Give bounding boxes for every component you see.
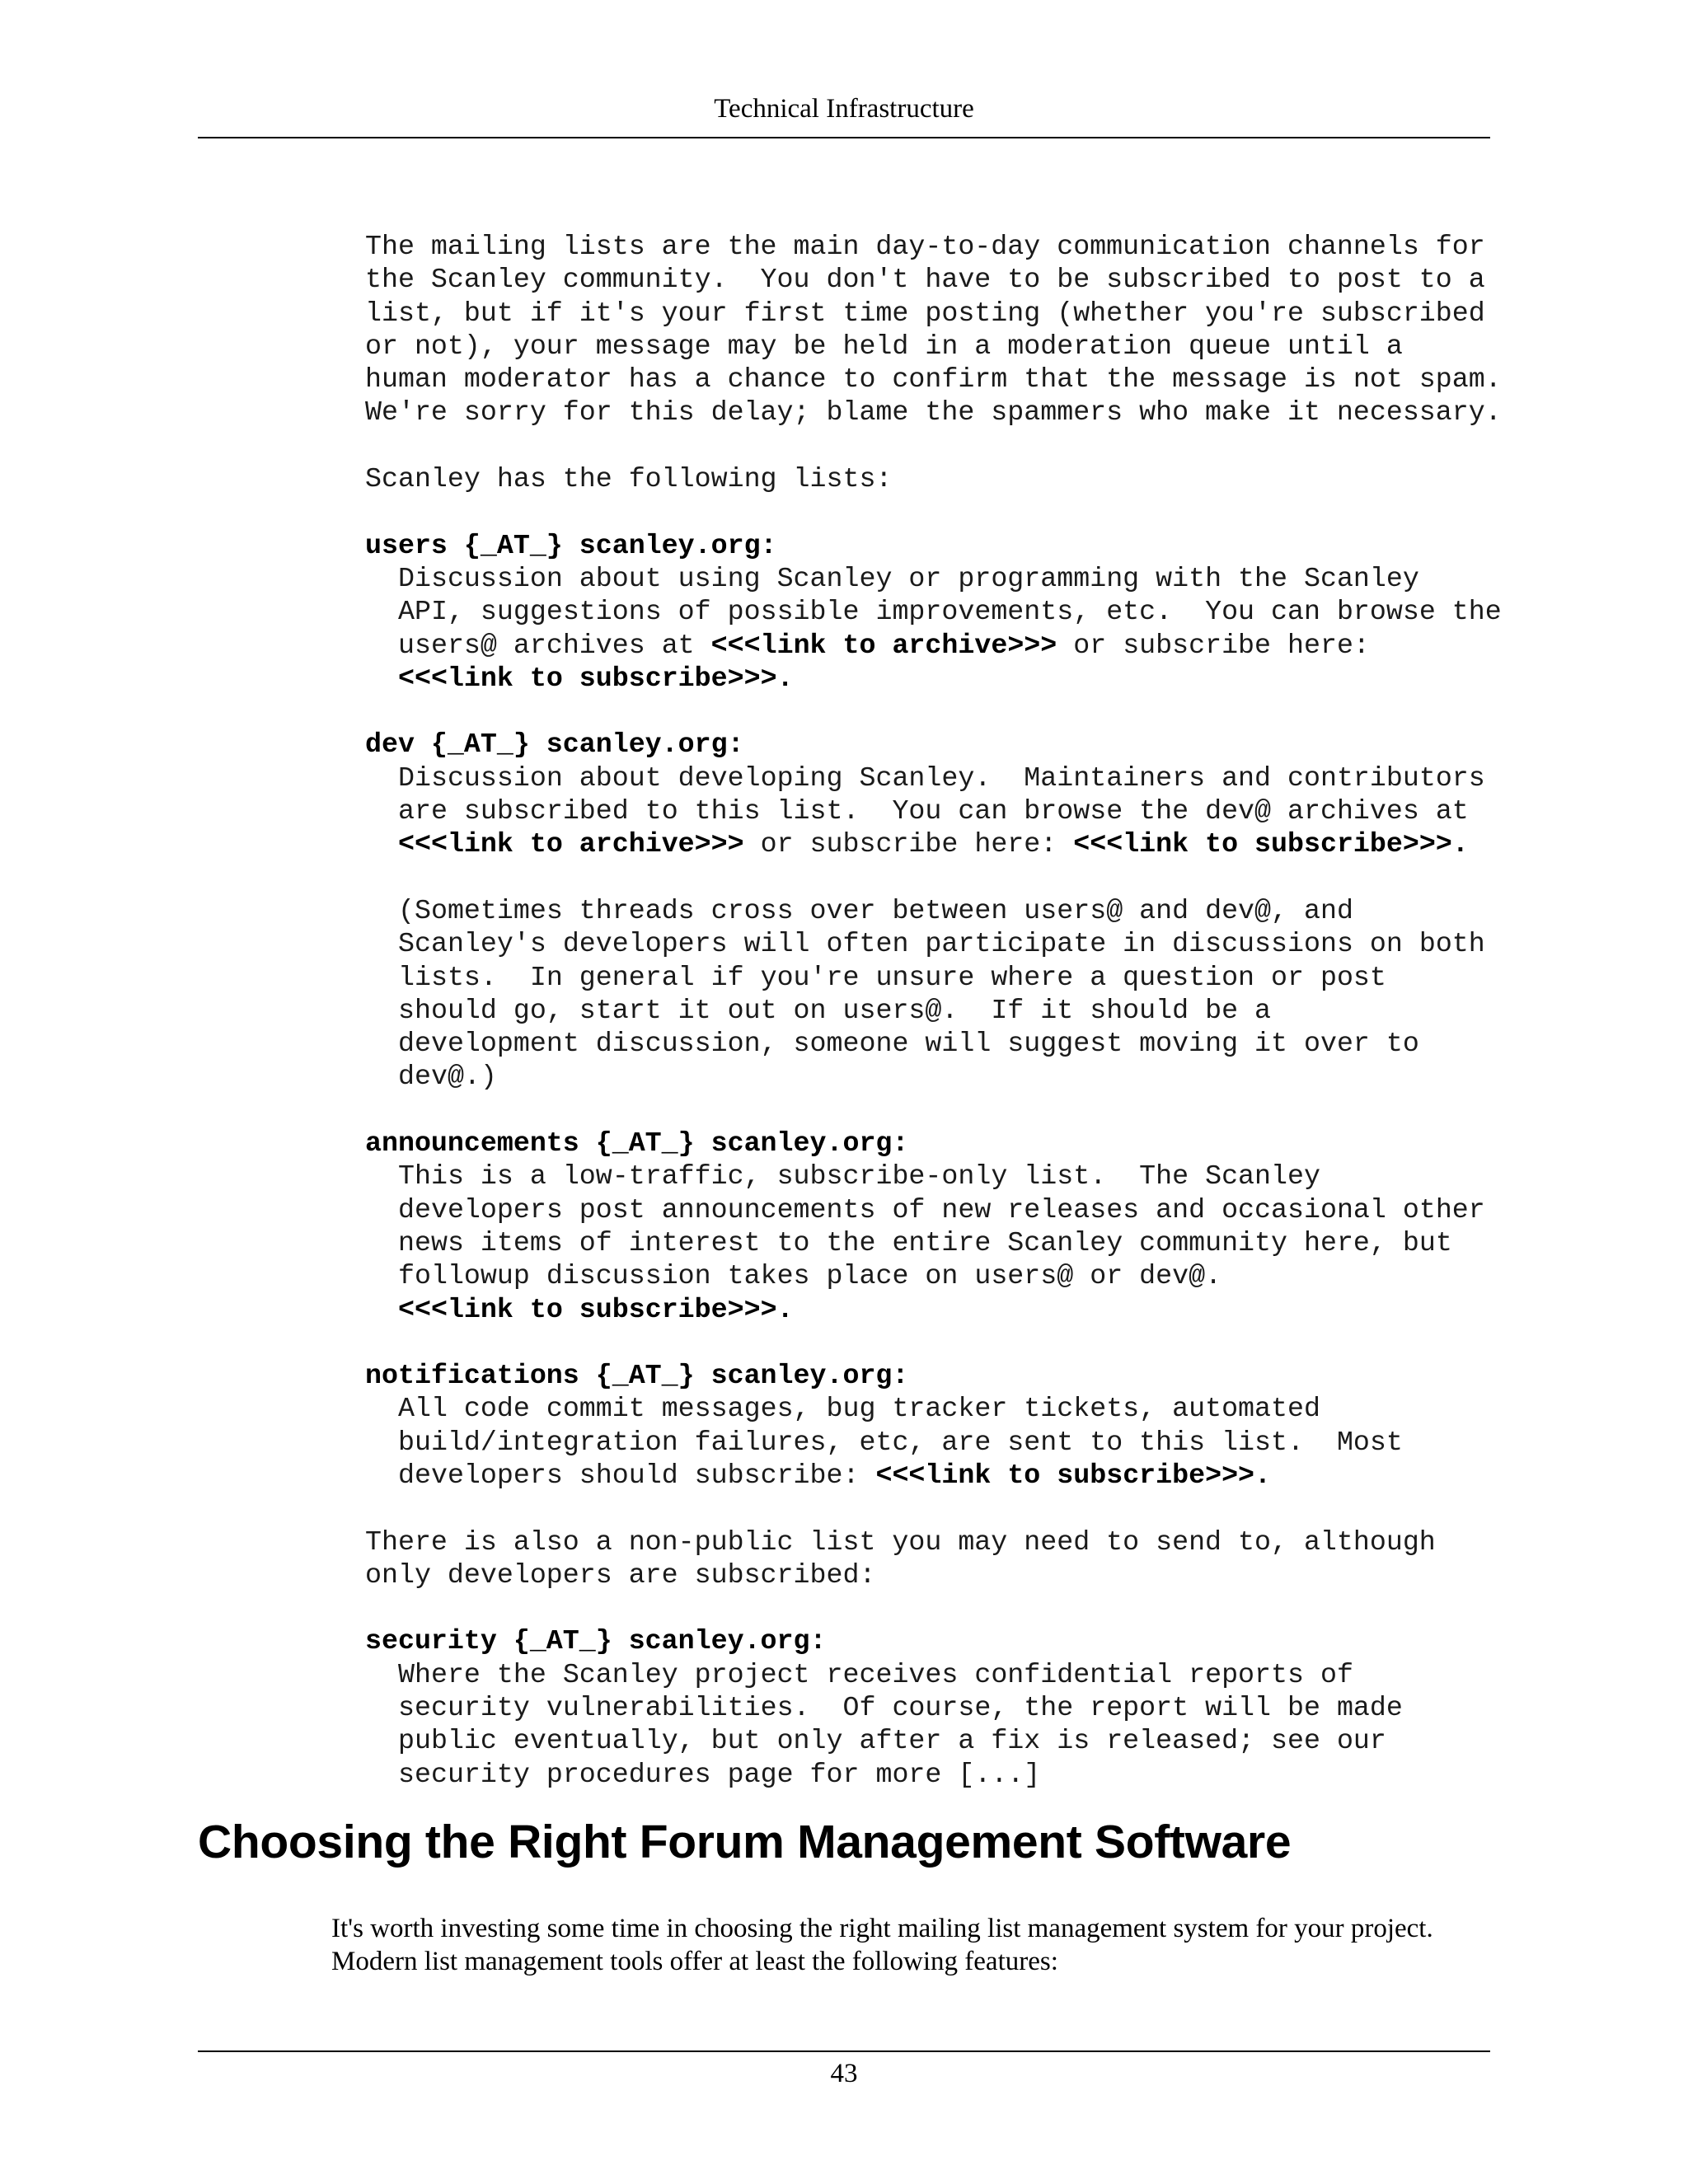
listing-line bbox=[365, 1691, 1601, 1724]
listing-line bbox=[365, 529, 1601, 562]
listing-text: only developers are subscribed: bbox=[365, 1558, 876, 1591]
listing-text: the Scanley community. You don't have to be subscribed to post to a bbox=[365, 264, 1485, 296]
listing-text: Scanley has the following lists: bbox=[365, 463, 893, 495]
listing-line bbox=[365, 1558, 1601, 1591]
listing-line bbox=[365, 1658, 1601, 1691]
listing-line bbox=[365, 230, 1601, 263]
listing-text: Where the Scanley project receives confidential reports of bbox=[398, 1658, 1353, 1690]
paragraph-line: It's worth investing some time in choosing the right mailing list management system for your project. bbox=[331, 1914, 1433, 1943]
listing-bold-text: <<<link to archive>>> bbox=[710, 629, 1057, 661]
listing-line bbox=[365, 1160, 1601, 1193]
listing-bold-text: dev {_AT_} scanley.org: bbox=[365, 729, 744, 761]
listing-text: developers should subscribe: bbox=[398, 1459, 876, 1491]
listing-bold-text: <<<link to subscribe>>>. bbox=[398, 662, 794, 694]
listing-line bbox=[365, 961, 1601, 994]
listing-text: build/integration failures, etc, are sent to this list. Most bbox=[398, 1426, 1403, 1458]
listing-text: Discussion about using Scanley or programming with the Scanley bbox=[398, 562, 1419, 594]
listing-line bbox=[365, 827, 1601, 860]
listing-text: or subscribe here: bbox=[743, 828, 1074, 860]
header-rule bbox=[198, 137, 1490, 138]
listing-text: list, but if it's your first time posting (whether you're subscribed bbox=[365, 297, 1485, 329]
listing-text: All code commit messages, bug tracker tickets, automated bbox=[398, 1393, 1320, 1425]
section-heading: Choosing the Right Forum Management Software bbox=[198, 1816, 1292, 1868]
listing-line bbox=[365, 1060, 1601, 1093]
listing-line bbox=[365, 1127, 1601, 1160]
listing-text: news items of interest to the entire Scanley community here, but bbox=[398, 1226, 1452, 1258]
listing-blank-line bbox=[365, 1094, 1601, 1127]
listing-text: dev@.) bbox=[398, 1061, 497, 1093]
listing-bold-text: <<<link to subscribe>>>. bbox=[1073, 828, 1469, 860]
listing-blank-line bbox=[365, 861, 1601, 894]
listing-bold-text: <<<link to archive>>> bbox=[398, 828, 744, 860]
listing-text: lists. In general if you're unsure where a question or post bbox=[398, 961, 1386, 993]
listing-line bbox=[365, 462, 1601, 495]
listing-text: or not), your message may be held in a moderation queue until a bbox=[365, 330, 1403, 362]
listing-text: This is a low-traffic, subscribe-only list. The Scanley bbox=[398, 1160, 1320, 1193]
listing-line bbox=[365, 1526, 1601, 1558]
listing-text: There is also a non-public list you may need to send to, although bbox=[365, 1526, 1436, 1558]
listing-bold-text: users {_AT_} scanley.org: bbox=[365, 529, 777, 561]
listing-line bbox=[365, 1459, 1601, 1492]
listing-line bbox=[365, 1392, 1601, 1425]
listing-bold-text: security {_AT_} scanley.org: bbox=[365, 1625, 827, 1657]
listing-line bbox=[365, 263, 1601, 296]
listing-line bbox=[365, 894, 1601, 927]
listing-line bbox=[365, 1193, 1601, 1226]
listing-bold-text: <<<link to subscribe>>>. bbox=[875, 1459, 1272, 1491]
listing-text: are subscribed to this list. You can browse the dev@ archives at bbox=[398, 795, 1469, 827]
listing-line bbox=[365, 1226, 1601, 1259]
listing-bold-text: <<<link to subscribe>>>. bbox=[398, 1293, 794, 1325]
listing-line bbox=[365, 562, 1601, 595]
listing-blank-line bbox=[365, 495, 1601, 528]
listing-line bbox=[365, 1724, 1601, 1757]
listing-text: public eventually, but only after a fix is released; see our bbox=[398, 1725, 1386, 1757]
page-number: 43 bbox=[830, 2059, 858, 2088]
listing-blank-line bbox=[365, 695, 1601, 728]
running-header: Technical Infrastructure bbox=[714, 94, 974, 124]
listing-text: The mailing lists are the main day-to-day communication channels for bbox=[365, 231, 1485, 262]
listing-line bbox=[365, 595, 1601, 628]
listing-text: users@ archives at bbox=[398, 629, 711, 661]
listing-line bbox=[365, 1359, 1601, 1392]
footer-rule bbox=[198, 2050, 1490, 2052]
listing-blank-line bbox=[365, 1492, 1601, 1525]
listing-text: developers post announcements of new releases and occasional other bbox=[398, 1193, 1485, 1226]
listing-text: development discussion, someone will suggest moving it over to bbox=[398, 1028, 1419, 1060]
mailing-list-code-listing bbox=[365, 230, 1601, 1791]
listing-text: human moderator has a chance to confirm that the message is not spam. bbox=[365, 363, 1502, 396]
listing-text: or subscribe here: bbox=[1057, 629, 1370, 661]
listing-bold-text: announcements {_AT_} scanley.org: bbox=[365, 1127, 909, 1160]
listing-line bbox=[365, 629, 1601, 662]
listing-line bbox=[365, 927, 1601, 960]
listing-line bbox=[365, 363, 1601, 396]
listing-text: Discussion about developing Scanley. Maintainers and contributors bbox=[398, 762, 1485, 794]
listing-line bbox=[365, 794, 1601, 827]
listing-bold-text: notifications {_AT_} scanley.org: bbox=[365, 1360, 909, 1392]
listing-line bbox=[365, 994, 1601, 1027]
listing-text: (Sometimes threads cross over between users@ and dev@, and bbox=[398, 894, 1353, 926]
listing-line bbox=[365, 728, 1601, 761]
listing-text: followup discussion takes place on users@ or dev@. bbox=[398, 1260, 1222, 1292]
listing-blank-line bbox=[365, 429, 1601, 462]
listing-line bbox=[365, 1758, 1601, 1791]
listing-text: Scanley's developers will often participate in discussions on both bbox=[398, 928, 1485, 960]
listing-blank-line bbox=[365, 1326, 1601, 1359]
listing-line bbox=[365, 1624, 1601, 1657]
listing-text: should go, start it out on users@. If it should be a bbox=[398, 994, 1272, 1026]
listing-line bbox=[365, 1027, 1601, 1060]
listing-text: security vulnerabilities. Of course, the report will be made bbox=[398, 1692, 1403, 1724]
listing-line bbox=[365, 1259, 1601, 1292]
listing-line bbox=[365, 1293, 1601, 1326]
listing-text: security procedures page for more [...] bbox=[398, 1758, 1041, 1790]
listing-blank-line bbox=[365, 1591, 1601, 1624]
listing-line bbox=[365, 396, 1601, 429]
listing-line bbox=[365, 297, 1601, 330]
paragraph-line: Modern list management tools offer at least the following features: bbox=[331, 1947, 1058, 1976]
listing-text: API, suggestions of possible improvements, etc. You can browse the bbox=[398, 596, 1502, 628]
listing-line bbox=[365, 1426, 1601, 1459]
section-paragraph bbox=[331, 1912, 1502, 1978]
listing-line bbox=[365, 330, 1601, 363]
listing-line bbox=[365, 662, 1601, 695]
listing-line bbox=[365, 762, 1601, 794]
listing-text: We're sorry for this delay; blame the spammers who make it necessary. bbox=[365, 396, 1502, 429]
